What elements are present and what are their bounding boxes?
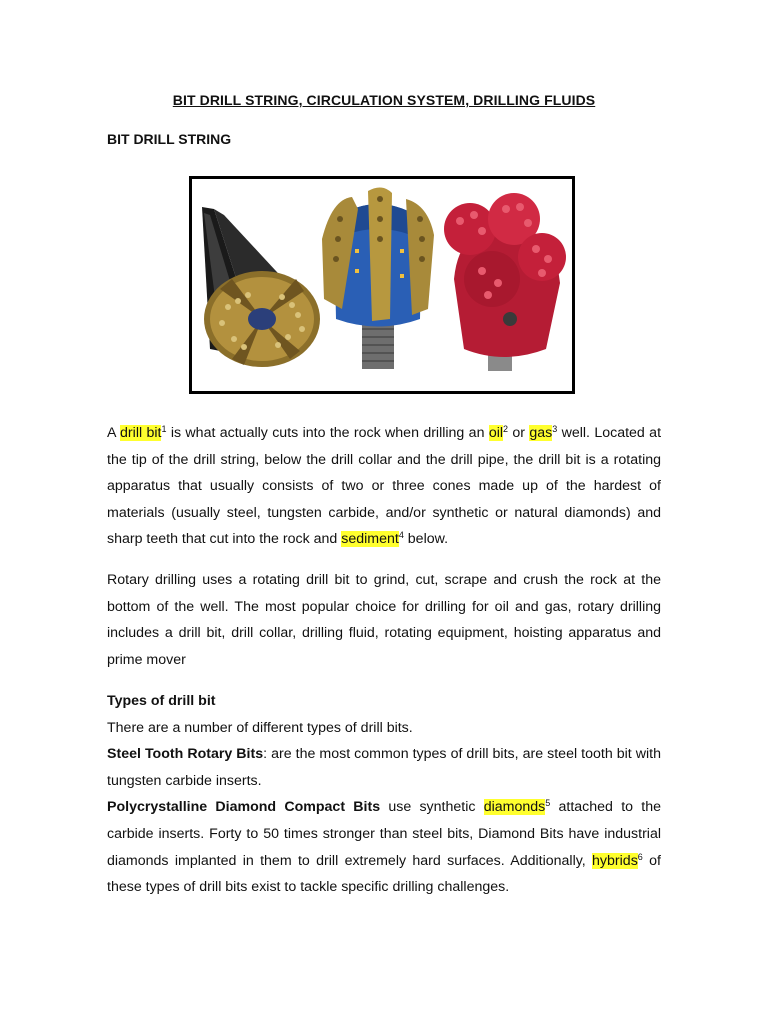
highlight-drill-bit[interactable]: drill bit — [120, 425, 162, 441]
section-heading: BIT DRILL STRING — [107, 131, 232, 147]
footnote-ref-4[interactable]: 4 — [398, 530, 404, 541]
text-run: use synthetic — [380, 799, 484, 816]
text-run: is what actually cuts into the rock when drilling an — [166, 425, 489, 441]
drill-bits-figure — [189, 176, 575, 394]
page-title: BIT DRILL STRING, CIRCULATION SYSTEM, DRILLING FLUIDS — [172, 92, 596, 108]
footnote-ref-6[interactable]: 6 — [637, 851, 643, 862]
text-run: A — [107, 425, 121, 441]
steel-tooth-label: Steel Tooth Rotary Bits — [107, 746, 264, 763]
drill-bits-illustration — [192, 179, 572, 391]
footnote-ref-1[interactable]: 1 — [161, 424, 167, 434]
types-heading: Types of drill bit — [107, 693, 216, 709]
highlight-gas[interactable]: gas — [529, 425, 553, 441]
tricone-bit-image — [444, 193, 566, 371]
pdc-bit-image — [202, 207, 320, 367]
types-intro: There are a number of different types of drill bits. — [107, 719, 413, 736]
text-run: attached to the carbide inserts. Forty to 50 times stronger than steel bits, Diamond Bits have industrial diamonds implanted in them to drill extremely hard surfaces. Additionally, — [107, 799, 661, 869]
highlight-hybrids[interactable]: hybrids — [592, 852, 638, 869]
steel-body-bit-image — [322, 187, 434, 369]
steel-tooth-paragraph — [107, 741, 661, 794]
drill-bit-paragraph — [107, 420, 661, 553]
footnote-ref-5[interactable]: 5 — [545, 798, 551, 809]
text-run: : are the most common types of drill bits, are steel tooth bit with tungsten carbide inserts. — [107, 746, 661, 789]
text-run: of these types of drill bits exist to tackle specific drilling challenges. — [107, 852, 661, 896]
highlight-diamonds[interactable]: diamonds — [483, 799, 546, 816]
pdc-label: Polycrystalline Diamond Compact Bits — [107, 799, 381, 816]
footnote-ref-3[interactable]: 3 — [552, 424, 558, 434]
rotary-drilling-paragraph: Rotary drilling uses a rotating drill bit to grind, cut, scrape and crush the rock at the bottom of the well. The most popular choice for drilling for oil and gas, rotary drilling includes a drill bit, drill collar, drilling fluid, rotating equipment, hoisting apparatus and prime mover — [107, 572, 661, 668]
highlight-sediment[interactable]: sediment — [341, 531, 399, 548]
types-section — [107, 688, 661, 901]
text-run: well. Located at the tip of the drill string, below the drill collar and the drill pipe, the drill bit is a rotating apparatus that usually consists of two or three cones made up of the hardest of materials (usually steel, tungsten carbide, and/or synthetic or natural diamonds) and sharp teeth that cut into the rock and — [107, 425, 662, 548]
text-run: below. — [403, 531, 449, 548]
pdc-paragraph — [107, 794, 661, 900]
footnote-ref-2[interactable]: 2 — [503, 424, 509, 434]
highlight-oil[interactable]: oil — [488, 425, 504, 441]
text-run: or — [508, 425, 530, 441]
